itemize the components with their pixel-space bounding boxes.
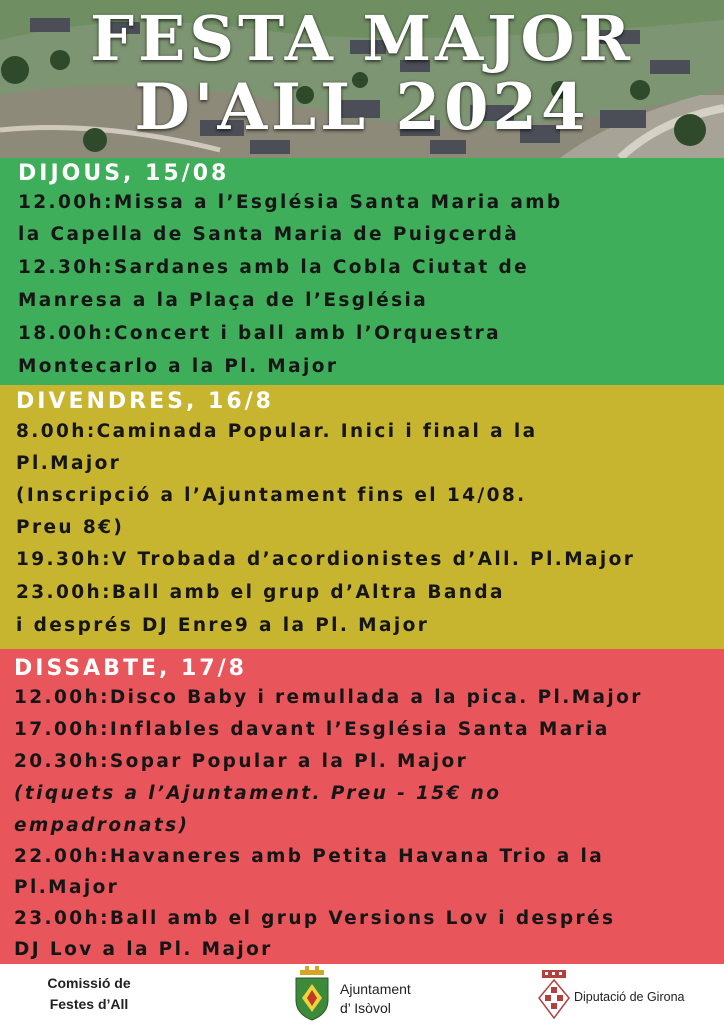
sponsors-footer xyxy=(0,964,724,1024)
organizer-isovol-line1: Ajuntament xyxy=(340,981,411,997)
event-line: 20.30h:Sopar Popular a la Pl. Major xyxy=(14,751,469,772)
organizer-commission xyxy=(24,973,154,1015)
event-line: 23.00h:Ball amb el grup d’Altra Banda xyxy=(16,582,505,603)
event-note: (tiquets a l’Ajuntament. Preu - 15€ no xyxy=(14,783,502,804)
poster-title-line1: FESTA MAJOR xyxy=(89,2,635,75)
event-line: Manresa a la Plaça de l’Església xyxy=(18,290,429,311)
event-line: 19.30h:V Trobada d’acordionistes d’All. Pl.Major xyxy=(16,549,636,570)
poster-title-line2: D'ALL 2024 xyxy=(134,70,590,145)
event-line: i després DJ Enre9 a la Pl. Major xyxy=(16,615,430,636)
organizer-commission-line1: Comissió de xyxy=(47,975,131,991)
organizer-isovol xyxy=(340,980,440,1018)
event-line: Preu 8€) xyxy=(16,517,125,538)
event-line: DJ Lov a la Pl. Major xyxy=(14,939,273,960)
event-line: 12.00h:Disco Baby i remullada a la pica. Pl.Major xyxy=(14,687,643,708)
event-line: 12.00h:Missa a l’Església Santa Maria amb xyxy=(18,192,563,213)
event-line: 22.00h:Havaneres amb Petita Havana Trio a la xyxy=(14,846,605,867)
event-line: (Inscripció a l’Ajuntament fins el 14/08. xyxy=(16,485,527,506)
event-line: 18.00h:Concert i ball amb l’Orquestra xyxy=(18,323,501,344)
day-heading: DISSABTE, 17/8 xyxy=(14,656,247,681)
event-line: 8.00h:Caminada Popular. Inici i final a la xyxy=(16,421,538,442)
organizer-commission-line2: Festes d’All xyxy=(49,996,129,1012)
organizer-isovol-line2: d’ Isòvol xyxy=(340,1000,391,1016)
girona-emblem-icon xyxy=(537,970,571,1020)
event-line: 23.00h:Ball amb el grup Versions Lov i després xyxy=(14,908,616,929)
organizer-girona: Diputació de Girona xyxy=(574,990,685,1004)
day-section-thursday xyxy=(0,158,724,385)
event-note: empadronats) xyxy=(14,815,190,836)
day-section-saturday xyxy=(0,649,724,964)
day-heading: DIJOUS, 15/08 xyxy=(18,161,230,186)
day-heading: DIVENDRES, 16/8 xyxy=(16,389,274,414)
event-line: 17.00h:Inflables davant l’Església Santa Maria xyxy=(14,719,610,740)
header-banner xyxy=(0,0,724,158)
event-line: 12.30h:Sardanes amb la Cobla Ciutat de xyxy=(18,257,530,278)
day-section-friday xyxy=(0,385,724,649)
event-line: Pl.Major xyxy=(16,453,122,474)
isovol-coat-of-arms-icon xyxy=(292,966,332,1022)
event-line: la Capella de Santa Maria de Puigcerdà xyxy=(18,224,520,245)
event-line: Pl.Major xyxy=(14,877,120,898)
event-line: Montecarlo a la Pl. Major xyxy=(18,356,339,377)
